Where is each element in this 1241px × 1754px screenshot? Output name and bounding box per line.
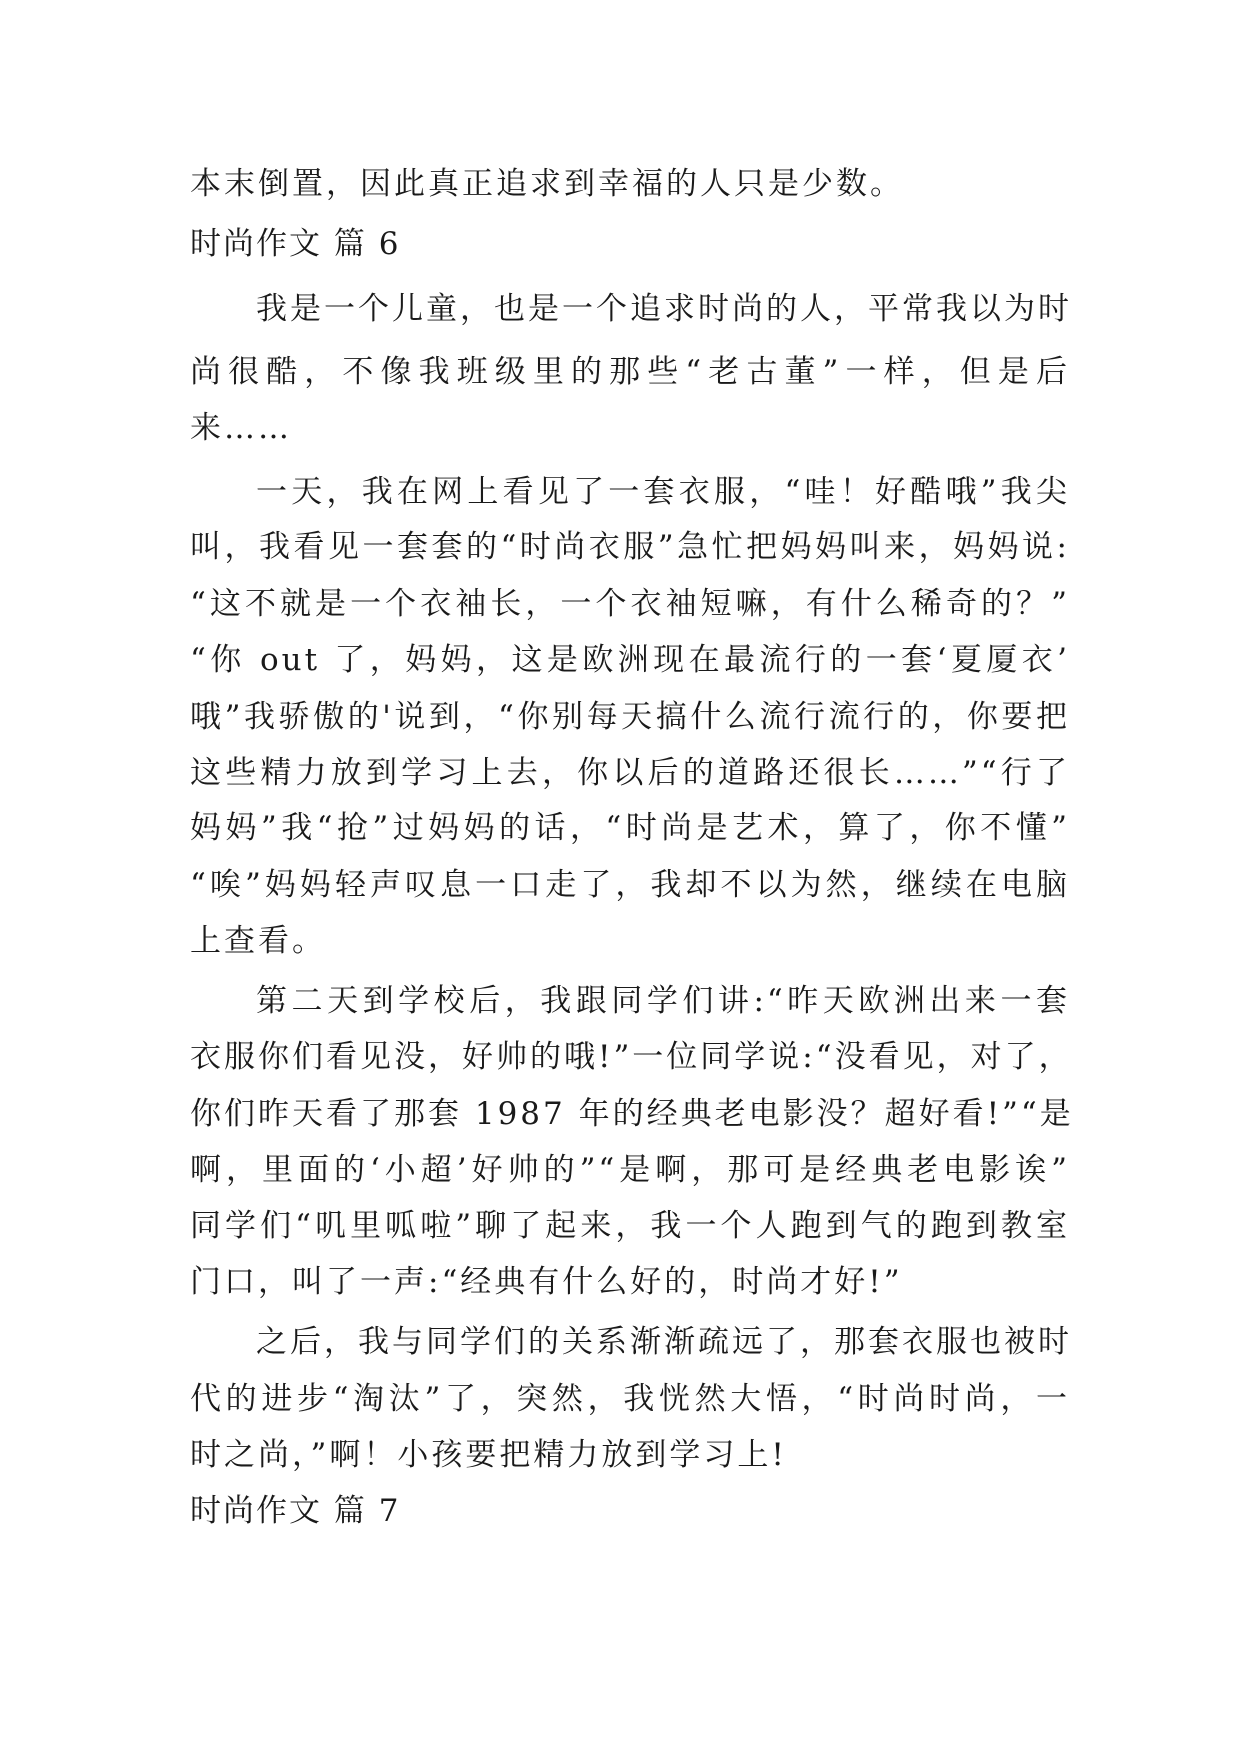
paragraph-line: 衣服你们看见没，好帅的哦!”一位同学说:“没看见，对了， (190, 1039, 1073, 1075)
paragraph-line: 我是一个儿童，也是一个追求时尚的人，平常我以为时 (256, 291, 1072, 327)
section-heading: 时尚作文 篇 6 (190, 226, 401, 262)
paragraph-line: 代的进步“淘汰”了，突然，我恍然大悟，“时尚时尚，一 (190, 1381, 1070, 1417)
paragraph-line: 上查看。 (190, 923, 326, 959)
paragraph-line: “唉”妈妈轻声叹息一口走了，我却不以为然，继续在电脑 (190, 867, 1070, 903)
paragraph-line: 门口，叫了一声:“经典有什么好的，时尚才好!” (190, 1264, 903, 1300)
paragraph-line: 时之尚，”啊！小孩要把精力放到学习上! (190, 1437, 787, 1473)
paragraph-line: 啊，里面的‘小超’好帅的”“是啊，那可是经典老电影诶” (190, 1152, 1070, 1188)
paragraph-line: 尚很酷，不像我班级里的那些“老古董”一样，但是后 (190, 354, 1070, 390)
paragraph-line: 第二天到学校后，我跟同学们讲:“昨天欧洲出来一套 (256, 983, 1070, 1019)
paragraph-line: 妈妈”我“抢”过妈妈的话，“时尚是艺术，算了，你不懂” (190, 810, 1070, 846)
paragraph-line: “这不就是一个衣袖长，一个衣袖短嘛，有什么稀奇的？” (190, 586, 1070, 622)
paragraph-line: 叫，我看见一套套的“时尚衣服”急忙把妈妈叫来，妈妈说: (190, 529, 1070, 565)
paragraph-line: 本末倒置，因此真正追求到幸福的人只是少数。 (190, 166, 904, 202)
paragraph-line: 哦”我骄傲的'说到，“你别每天搞什么流行流行的，你要把 (190, 699, 1070, 735)
paragraph-line: “你 out 了，妈妈，这是欧洲现在最流行的一套‘夏厦衣’ (190, 642, 1070, 678)
paragraph-line: 你们昨天看了那套 1987 年的经典老电影没？超好看!”“是 (190, 1096, 1074, 1132)
paragraph-line: 一天，我在网上看见了一套衣服，“哇！好酷哦”我尖 (256, 474, 1070, 510)
paragraph-line: 这些精力放到学习上去，你以后的道路还很长……”“行了 (190, 755, 1070, 791)
paragraph-line: 同学们“叽里呱啦”聊了起来，我一个人跑到气的跑到教室 (190, 1208, 1070, 1244)
section-heading: 时尚作文 篇 7 (190, 1493, 401, 1529)
paragraph-line: 之后，我与同学们的关系渐渐疏远了，那套衣服也被时 (256, 1324, 1072, 1360)
paragraph-line: 来…… (190, 410, 292, 446)
